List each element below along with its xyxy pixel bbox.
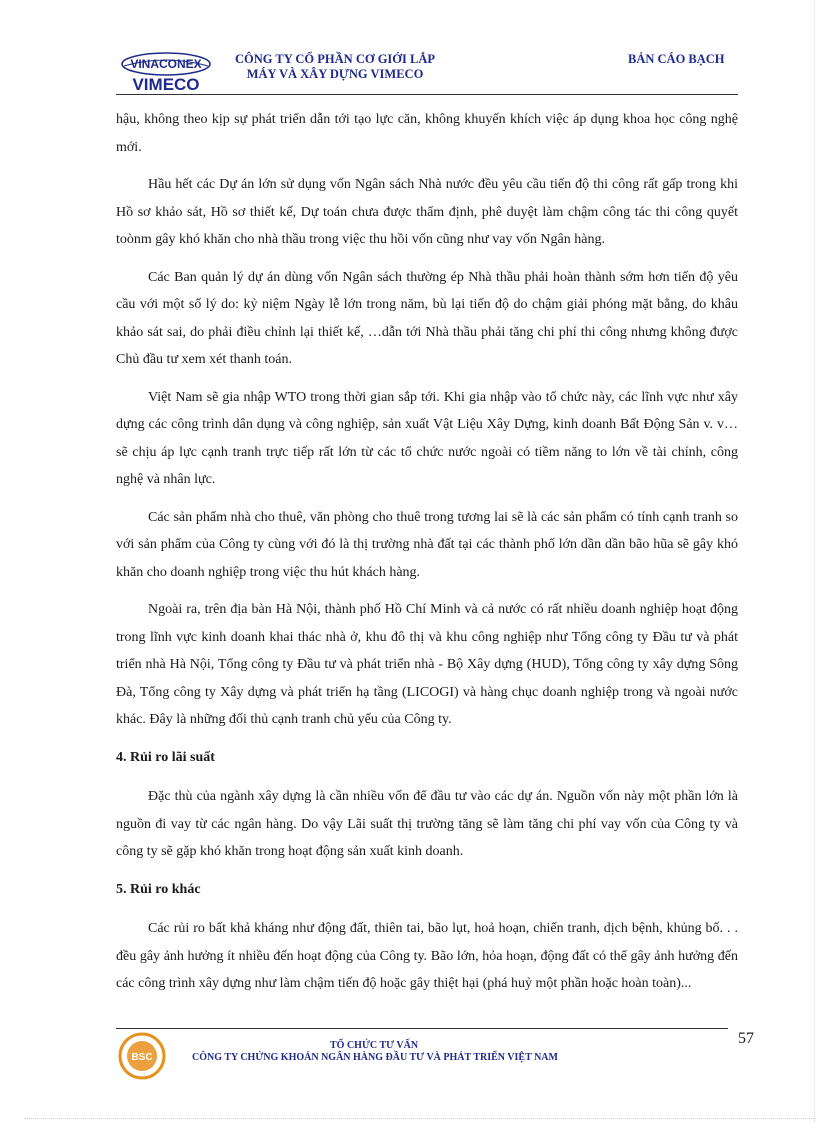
paragraph: hậu, không theo kịp sự phát triển dẫn tới tạo lực căn, không khuyến khích việc áp dụng khoa học công nghệ mới.: [116, 112, 738, 155]
company-line-1: CÔNG TY CỔ PHẦN CƠ GIỚI LẮP: [234, 52, 435, 66]
company-name: [220, 52, 450, 82]
paragraph: Đặc thù của ngành xây dựng là cần nhiều vốn để đầu tư vào các dự án. Nguồn vốn này một phần lớn là nguồn đi vay từ các ngân hàng. Do vậy Lãi suất thị trường tăng sẽ làm tăng chi phí vay vốn của Công ty và công ty sẽ gặp khó khăn trong hoạt động sản xuất kinh doanh.: [116, 789, 738, 859]
paragraph: Các rủi ro bất khả kháng như động đất, thiên tai, bão lụt, hoả hoạn, chiến tranh, dịch bệnh, khủng bố. . . đều gây ảnh hưởng ít nhiều đến hoạt động của Công ty. Bão lớn, hỏa hoạn, động đất có thể gây ảnh hưởng đến các công trình xây dựng như làm chậm tiến độ hoặc gây thiệt hại (phá huỷ một phần hoặc hoàn toàn)...: [116, 921, 738, 991]
logo-top-text: VINACONEX: [130, 57, 202, 71]
paragraph: Các Ban quản lý dự án dùng vốn Ngân sách thường ép Nhà thầu phải hoàn thành sớm hơn tiến độ yêu cầu với một số lý do: kỷ niệm Ngày lễ lớn trong năm, bù lại tiến độ do chậm giải phóng mặt bằng, do khâu khảo sát sai, do phải điều chỉnh lại thiết kế, …dẫn tới Nhà thầu phải tăng chi phí thi công nhưng không được Chủ đầu tư xem xét thanh toán.: [116, 269, 738, 367]
paragraph: Các sản phẩm nhà cho thuê, văn phòng cho thuê trong tương lai sẽ là các sản phẩm có tính cạnh tranh so với sản phẩm của Công ty cùng với đó là thị trường nhà đất tại các thành phố lớn dần dần bão hũa sẽ gây khó khăn cho doanh nghiệp trong việc thu hút khách hàng.: [116, 509, 738, 580]
document-body: [116, 106, 738, 1008]
footer-label: TỔ CHỨC TƯ VẤN: [330, 1040, 419, 1051]
footer-divider: [116, 1028, 728, 1029]
section-heading-other-risks: 5. Rủi ro khác: [116, 881, 201, 897]
paragraph: Việt Nam sẽ gia nhập WTO trong thời gian sắp tới. Khi gia nhập vào tổ chức này, các lĩnh vực như xây dựng các công trình dân dụng và công nghiệp, sản xuất Vật Liệu Xây Dựng, kinh doanh Bất Động Sản v. v… sẽ chịu áp lực cạnh tranh trực tiếp rất lớn từ các tổ chức nước ngoài có tiềm năng to lớn về tài chính, công nghệ và nhân lực.: [116, 389, 738, 487]
footer-company: CÔNG TY CHỨNG KHOÁN NGÂN HÀNG ĐẦU TƯ VÀ PHÁT TRIỂN VIỆT NAM: [192, 1052, 558, 1063]
bsc-logo: [116, 1030, 168, 1082]
bsc-logo-text: BSC: [131, 1052, 153, 1063]
page-header: [0, 0, 816, 100]
section-heading-interest-rate-risk: 4. Rủi ro lãi suất: [116, 749, 215, 765]
logo-bottom-text: VIMECO: [132, 75, 200, 94]
document-title: BẢN CÁO BẠCH: [628, 52, 725, 66]
page-footer: [0, 1022, 816, 1123]
company-line-2: MÁY VÀ XÂY DỰNG VIMECO: [246, 67, 424, 81]
page-edge-bottom: [24, 1118, 816, 1119]
header-divider: [116, 94, 738, 95]
vinaconex-vimeco-logo: [118, 50, 214, 94]
page-edge-right: [814, 0, 815, 1123]
page-number: 57: [738, 1030, 754, 1047]
paragraph: Ngoài ra, trên địa bàn Hà Nội, thành phố Hồ Chí Minh và cả nước có rất nhiều doanh nghiệp hoạt động trong lĩnh vực kinh doanh khai thác nhà ở, khu đô thị và khu công nghiệp như Tổng công ty Đầu tư và phát triển nhà Hà Nội, Tổng công ty Đầu tư và phát triển nhà - Bộ Xây dựng (HUD), Tổng công ty xây dựng Sông Đà, Tổng công ty Xây dựng và phát triển hạ tầng (LICOGI) và hàng chục doanh nghiệp trong và ngoài nước khác. Đây là những đối thủ cạnh tranh chủ yếu của Công ty.: [116, 602, 738, 727]
paragraph: Hầu hết các Dự án lớn sử dụng vốn Ngân sách Nhà nước đều yêu cầu tiến độ thi công rất gấp trong khi Hồ sơ khảo sát, Hồ sơ thiết kế, Dự toán chưa được thẩm định, phê duyệt làm chậm công tác thi công quyết toònm gây khó khăn cho nhà thầu trong việc thu hồi vốn cũng như vay vốn Ngân hàng.: [116, 177, 738, 247]
